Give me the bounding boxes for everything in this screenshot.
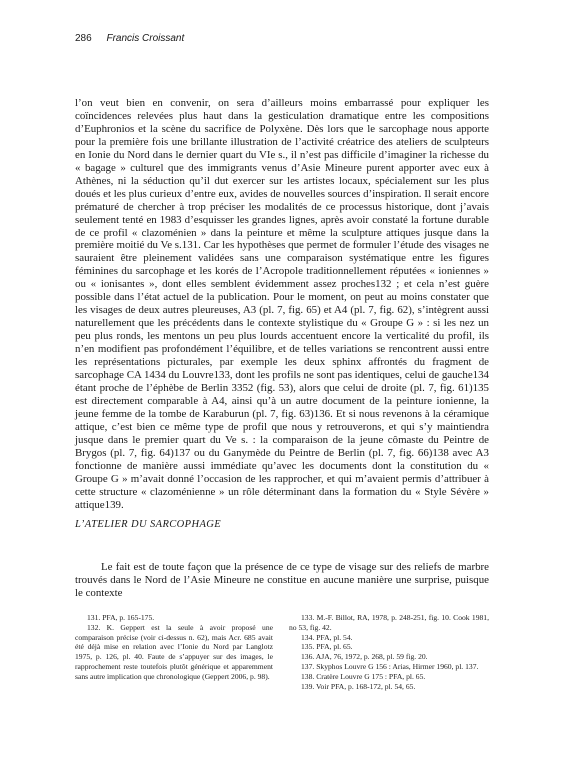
page-number: 286 [75,33,92,44]
footnote: 132. K. Geppert est la seule à avoir proposé une comparaison précise (voir ci-dessus n. 62), mais Acr. 685 avait été déjà mise en relation avec l’Ionie du Nord par Langlotz 1975, p. 126, pl. 40. Faute de s’appuyer sur des images, le rapprochement reste toutefois plutôt générique et apparemment sans autre implication que chronologique (Geppert 2006, p. 98). [75,622,273,681]
footnote: 135. PFA, pl. 65. [301,642,353,652]
footnote: 131. PFA, p. 165-175. [87,613,155,622]
main-paragraph-text: l’on veut bien en convenir, on sera d’ailleurs moins embarrassé pour expliquer les coïncidences relevées plus haut dans la gesticulation dramatique entre les compositions d’Euphronios et la scène du sacrifice de Polyxène. Dès lors que le sarcophage nous apporte pour la première fois une brillante illustration de l’activité créatrice des ateliers de sculpteurs en Ionie du Nord dans le dernier quart du VIe s., il n’est pas difficile d’imaginer la richesse du « bagage » culturel que des immigrants venus d’Asie Mineure purent apporter avec eux à Athènes, ni la séduction qu’il dut exercer sur les artistes locaux, spécialement sur les plus doués et les plus curieux d’entre eux, avides de nouvelles sources d’inspiration. Il serait encore prématuré de chercher à trop préciser les modalités de ce processus historique, dont j’avais seulement tenté en 1983 d’esquisser les grandes lignes, après avoir constaté la fortune durable de ce profil « clazoménien » dans la peinture et même la sculpture attiques jusque dans la première moitié du Ve s.131. Car les hypothèses que permet de formuler l’étude des visages ne sauraient être pleinement validées sans une comparaison systématique entre les figures féminines du sarcophage et les korés de l’Acropole traditionnellement réputées « ioniennes » ou « ionisantes », dont elles semblent évidemment assez proches132 ; et cela n’est guère possible dans l’état actuel de la publication. Pour le moment, on peut au moins constater que les visages de deux autres pleureuses, A3 (pl. 7, fig. 65) et A4 (pl. 7, fig. 62), s’intègrent aussi naturellement que les précédents dans le contexte stylistique du « Groupe G » : si les nez un peu plus ronds, les mentons un peu plus lourds accentuent encore la verticalité du profil, ils n’en modifient pas profondément l’équilibre, et de telles variations se rencontrent aussi entre les représentations picturales, par exemple les deux sphinx affrontés du fragment de sarcophage CA 1434 du Louvre133, dont les profils ne sont pas identiques, celui de gauche134 étant proche de l’éphèbe de Berlin 3352 (fig. 53), alors que celui de droite (pl. 7, fig. 61)135 est directement comparable à A4, ainsi qu’à un autre document de la peinture ionienne, la jeune femme de la tombe de Karaburun (pl. 7, fig. 63)136. Et si nous revenons à la céramique attique, c’est bien ce même type de profil que nous y retrouverons, et qui s’y maintiendra jusque dans le premier quart du Ve s. : la comparaison de la jeune cômaste du Peintre de Brygos (pl. 7, fig. 64)137 ou du Ganymède du Peintre de Berlin (pl. 7, fig. 66)138 avec A3 fonctionne de manière aussi immédiate qu’avec les documents dont la constitution du « Groupe G » m’avait donné l’occasion de les rapprocher, et qui m’avaient permis d’attribuer à cette structure « clazoménienne » un rôle déterminant dans la formation du « Style Sévère » attique139. [75,97,489,511]
footnote: 134. PFA, pl. 54. [301,632,353,642]
running-header [75,33,184,44]
footnote: 137. Skyphos Louvre G 156 : Arias, Hirmer 1960, pl. 137. [301,661,479,671]
section-heading: L’ATELIER DU SARCOPHAGE [75,519,222,530]
footnotes-left-column [75,613,273,682]
running-author: Francis Croissant [106,33,185,44]
main-paragraph [75,97,489,512]
section-paragraph-text: Le fait est de toute façon que la présence de ce type de visage sur des reliefs de marbre trouvés dans le Nord de l’Asie Mineure ne constitue en aucune manière une surprise, puisque le contexte [75,561,489,599]
section-paragraph [75,561,489,600]
footnote: 138. Cratère Louvre G 175 : PFA, pl. 65. [301,671,426,681]
footnotes-right-column [289,613,489,691]
footnote: 133. M.-F. Billot, RA, 1978, p. 248-251, fig. 10. Cook 1981, no 53, fig. 42. [289,613,489,632]
footnote: 136. AJA, 76, 1972, p. 268, pl. 59 fig. 20. [301,652,428,662]
footnote: 139. Voir PFA, p. 168-172, pl. 54, 65. [301,681,416,691]
